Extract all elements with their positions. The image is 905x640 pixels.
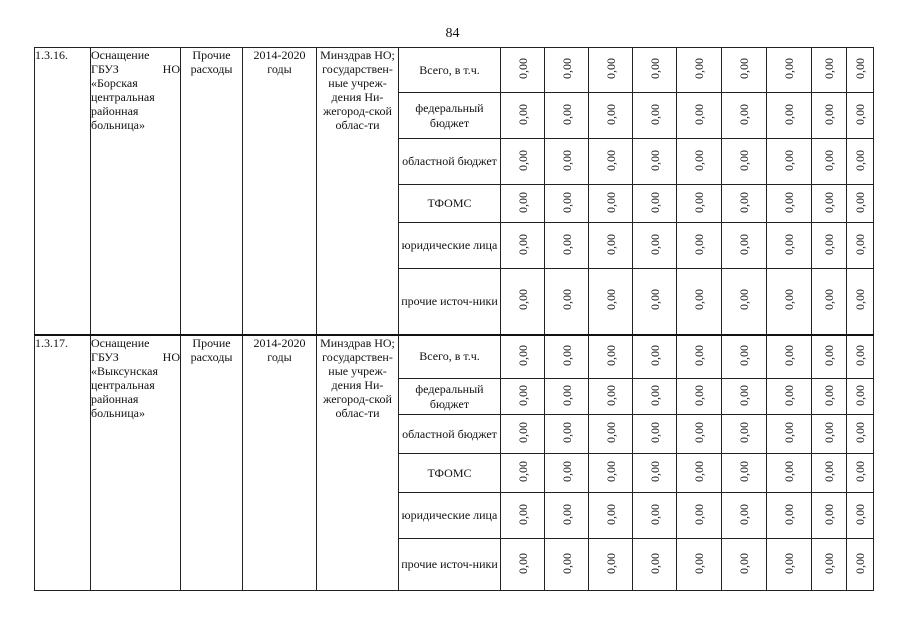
amount-cell [633,93,677,139]
amount-cell [722,185,767,223]
executor: Минздрав НО; государствен-ные учреж-дения Ни-жегород-ской облас-ти [317,48,399,335]
amount-cell [722,223,767,269]
amount-cell [722,269,767,335]
amount-value: 0,00 [782,552,796,574]
amount-cell [545,185,589,223]
amount-value: 0,00 [822,233,836,255]
amount-cell [545,493,589,539]
amount-value: 0,00 [822,289,836,311]
amount-cell [812,539,847,591]
item-name-line: больница» [91,118,145,132]
amount-value: 0,00 [853,289,867,311]
amount-cell [767,379,812,415]
amount-value: 0,00 [647,58,662,79]
funding-source: юридические лица [399,223,501,269]
amount-value: 0,00 [603,461,618,482]
amount-value: 0,00 [822,149,836,171]
amount-value: 0,00 [559,233,574,255]
amount-value: 0,00 [692,233,706,255]
amount-cell [677,454,722,493]
table-body [35,48,874,591]
amount-value: 0,00 [782,289,796,311]
amount-value: 0,00 [647,422,662,443]
amount-cell [633,539,677,591]
amount-cell [501,93,545,139]
amount-value: 0,00 [737,422,751,443]
amount-value: 0,00 [515,289,530,311]
amount-cell [722,139,767,185]
amount-cell [847,335,874,379]
amount-value: 0,00 [603,384,618,406]
amount-value: 0,00 [822,503,836,525]
amount-value: 0,00 [737,344,751,366]
item-code: 1.3.17. [35,335,91,591]
amount-cell [677,379,722,415]
amount-cell [589,139,633,185]
amount-value: 0,00 [782,384,796,406]
budget-table [34,47,874,591]
item-name [91,335,181,591]
period: 2014-2020 годы [243,335,317,591]
table-row [35,48,874,93]
amount-cell [812,493,847,539]
amount-value: 0,00 [782,149,796,171]
amount-cell [847,415,874,454]
amount-value: 0,00 [692,461,706,482]
amount-value: 0,00 [737,552,751,574]
amount-value: 0,00 [853,344,867,366]
amount-cell [812,139,847,185]
amount-value: 0,00 [559,503,574,525]
amount-cell [633,415,677,454]
amount-value: 0,00 [603,149,618,171]
amount-cell [545,539,589,591]
amount-cell [633,335,677,379]
funding-source: прочие источ-ники [399,539,501,591]
amount-value: 0,00 [853,422,867,443]
item-name-line: центральная [91,90,155,104]
amount-value: 0,00 [692,422,706,443]
amount-cell [501,493,545,539]
amount-cell [545,223,589,269]
amount-cell [501,379,545,415]
amount-cell [812,185,847,223]
amount-cell [589,48,633,93]
amount-value: 0,00 [692,384,706,406]
amount-value: 0,00 [647,461,662,482]
funding-source: федеральный бюджет [399,379,501,415]
amount-cell [545,415,589,454]
amount-cell [589,379,633,415]
item-name-line: районная [91,391,139,406]
amount-cell [589,539,633,591]
amount-cell [847,139,874,185]
amount-value: 0,00 [822,422,836,443]
executor: Минздрав НО; государствен-ные учреж-дения Ни-жегород-ской облас-ти [317,335,399,591]
item-code: 1.3.16. [35,48,91,335]
amount-cell [767,454,812,493]
amount-value: 0,00 [782,344,796,366]
amount-value: 0,00 [692,58,706,79]
amount-value: 0,00 [559,422,574,443]
amount-cell [767,415,812,454]
amount-value: 0,00 [782,422,796,443]
item-name-line: «Выксунская [91,363,159,378]
expense-type: Прочие расходы [181,48,243,335]
amount-cell [501,454,545,493]
amount-cell [633,269,677,335]
amount-value: 0,00 [853,233,867,255]
amount-value: 0,00 [603,233,618,255]
amount-value: 0,00 [822,384,836,406]
amount-value: 0,00 [822,58,836,79]
amount-cell [501,139,545,185]
item-name-line: районная [91,104,139,118]
item-name-line: «Борская [91,76,138,90]
amount-value: 0,00 [559,191,574,213]
amount-value: 0,00 [782,233,796,255]
amount-value: 0,00 [559,552,574,574]
amount-cell [812,269,847,335]
amount-cell [812,379,847,415]
amount-cell [545,269,589,335]
amount-value: 0,00 [515,461,530,482]
amount-cell [812,93,847,139]
amount-cell [767,539,812,591]
funding-source: федеральный бюджет [399,93,501,139]
amount-value: 0,00 [515,384,530,406]
amount-cell [589,185,633,223]
amount-cell [589,223,633,269]
amount-cell [767,269,812,335]
amount-cell [677,335,722,379]
amount-value: 0,00 [603,191,618,213]
amount-cell [633,379,677,415]
amount-cell [847,269,874,335]
amount-cell [722,493,767,539]
amount-value: 0,00 [853,552,867,574]
amount-cell [722,539,767,591]
amount-value: 0,00 [692,191,706,213]
amount-value: 0,00 [782,191,796,213]
amount-cell [722,379,767,415]
amount-cell [767,185,812,223]
amount-value: 0,00 [559,461,574,482]
amount-cell [847,185,874,223]
amount-cell [633,223,677,269]
amount-cell [847,379,874,415]
amount-cell [847,454,874,493]
amount-value: 0,00 [647,289,662,311]
amount-value: 0,00 [515,191,530,213]
amount-value: 0,00 [692,149,706,171]
amount-value: 0,00 [853,191,867,213]
amount-value: 0,00 [647,552,662,574]
amount-value: 0,00 [737,58,751,79]
item-name-line: ГБУЗ НО [91,349,180,364]
amount-value: 0,00 [515,422,530,443]
amount-cell [501,269,545,335]
amount-cell [589,454,633,493]
amount-cell [812,415,847,454]
amount-value: 0,00 [822,191,836,213]
amount-cell [633,185,677,223]
amount-cell [589,269,633,335]
amount-cell [847,493,874,539]
amount-cell [722,93,767,139]
amount-cell [847,48,874,93]
amount-cell [847,93,874,139]
amount-value: 0,00 [603,552,618,574]
amount-cell [767,335,812,379]
amount-cell [545,335,589,379]
amount-cell [812,335,847,379]
amount-cell [633,48,677,93]
amount-value: 0,00 [559,58,574,79]
amount-value: 0,00 [647,384,662,406]
amount-cell [677,269,722,335]
amount-value: 0,00 [515,58,530,79]
amount-value: 0,00 [692,552,706,574]
amount-cell [589,493,633,539]
amount-value: 0,00 [737,149,751,171]
amount-cell [501,415,545,454]
amount-cell [677,415,722,454]
amount-value: 0,00 [822,461,836,482]
amount-value: 0,00 [559,344,574,366]
amount-cell [677,139,722,185]
amount-value: 0,00 [603,503,618,525]
amount-value: 0,00 [853,384,867,406]
amount-value: 0,00 [692,103,706,125]
amount-cell [767,93,812,139]
amount-value: 0,00 [647,344,662,366]
amount-value: 0,00 [515,103,530,125]
amount-cell [545,139,589,185]
amount-value: 0,00 [603,289,618,311]
amount-value: 0,00 [515,344,530,366]
amount-value: 0,00 [515,503,530,525]
amount-value: 0,00 [647,503,662,525]
amount-value: 0,00 [603,58,618,79]
amount-value: 0,00 [692,289,706,311]
amount-cell [767,139,812,185]
amount-cell [847,539,874,591]
amount-cell [501,335,545,379]
amount-value: 0,00 [853,58,867,79]
expense-type: Прочие расходы [181,335,243,591]
item-name-line: центральная [91,377,155,392]
page-number: 84 [445,26,460,41]
amount-cell [677,539,722,591]
amount-value: 0,00 [692,503,706,525]
amount-cell [545,93,589,139]
amount-cell [812,48,847,93]
amount-cell [677,493,722,539]
amount-value: 0,00 [603,103,618,125]
amount-cell [501,185,545,223]
funding-source: ТФОМС [399,454,501,493]
amount-cell [722,335,767,379]
amount-cell [545,379,589,415]
amount-cell [633,454,677,493]
amount-value: 0,00 [737,289,751,311]
funding-source: областной бюджет [399,139,501,185]
amount-cell [633,139,677,185]
amount-cell [812,223,847,269]
amount-cell [677,48,722,93]
amount-cell [589,335,633,379]
funding-source: ТФОМС [399,185,501,223]
amount-cell [722,454,767,493]
amount-value: 0,00 [822,552,836,574]
item-name-line: Оснащение [91,48,150,62]
amount-value: 0,00 [559,384,574,406]
amount-cell [677,223,722,269]
amount-value: 0,00 [647,149,662,171]
item-name-line: ГБУЗ НО [91,62,180,76]
funding-source: юридические лица [399,493,501,539]
amount-value: 0,00 [782,103,796,125]
amount-cell [545,454,589,493]
amount-cell [501,48,545,93]
amount-value: 0,00 [853,149,867,171]
funding-source: Всего, в т.ч. [399,335,501,379]
table-row [35,335,874,379]
amount-value: 0,00 [647,233,662,255]
amount-cell [501,539,545,591]
amount-cell [767,493,812,539]
period: 2014-2020 годы [243,48,317,335]
amount-cell [589,93,633,139]
amount-value: 0,00 [737,103,751,125]
amount-value: 0,00 [782,461,796,482]
amount-cell [589,415,633,454]
funding-source: прочие источ-ники [399,269,501,335]
amount-value: 0,00 [559,149,574,171]
amount-value: 0,00 [822,103,836,125]
amount-cell [812,454,847,493]
amount-value: 0,00 [647,191,662,213]
amount-cell [767,223,812,269]
amount-value: 0,00 [853,461,867,482]
amount-value: 0,00 [692,344,706,366]
item-name-line: Оснащение [91,335,150,350]
amount-cell [633,493,677,539]
amount-value: 0,00 [737,384,751,406]
amount-value: 0,00 [515,149,530,171]
amount-cell [847,223,874,269]
amount-cell [677,93,722,139]
amount-value: 0,00 [853,103,867,125]
amount-value: 0,00 [559,289,574,311]
amount-value: 0,00 [515,552,530,574]
item-name-line: больница» [91,405,145,420]
amount-value: 0,00 [515,233,530,255]
amount-value: 0,00 [559,103,574,125]
amount-value: 0,00 [603,344,618,366]
amount-cell [722,48,767,93]
amount-value: 0,00 [782,503,796,525]
amount-cell [545,48,589,93]
item-name [91,48,181,335]
funding-source: Всего, в т.ч. [399,48,501,93]
amount-value: 0,00 [853,503,867,525]
amount-value: 0,00 [603,422,618,443]
amount-cell [677,185,722,223]
amount-value: 0,00 [647,103,662,125]
amount-value: 0,00 [782,58,796,79]
funding-source: областной бюджет [399,415,501,454]
amount-cell [722,415,767,454]
amount-value: 0,00 [737,191,751,213]
amount-value: 0,00 [822,344,836,366]
amount-cell [767,48,812,93]
amount-cell [501,223,545,269]
amount-value: 0,00 [737,503,751,525]
amount-value: 0,00 [737,461,751,482]
amount-value: 0,00 [737,233,751,255]
